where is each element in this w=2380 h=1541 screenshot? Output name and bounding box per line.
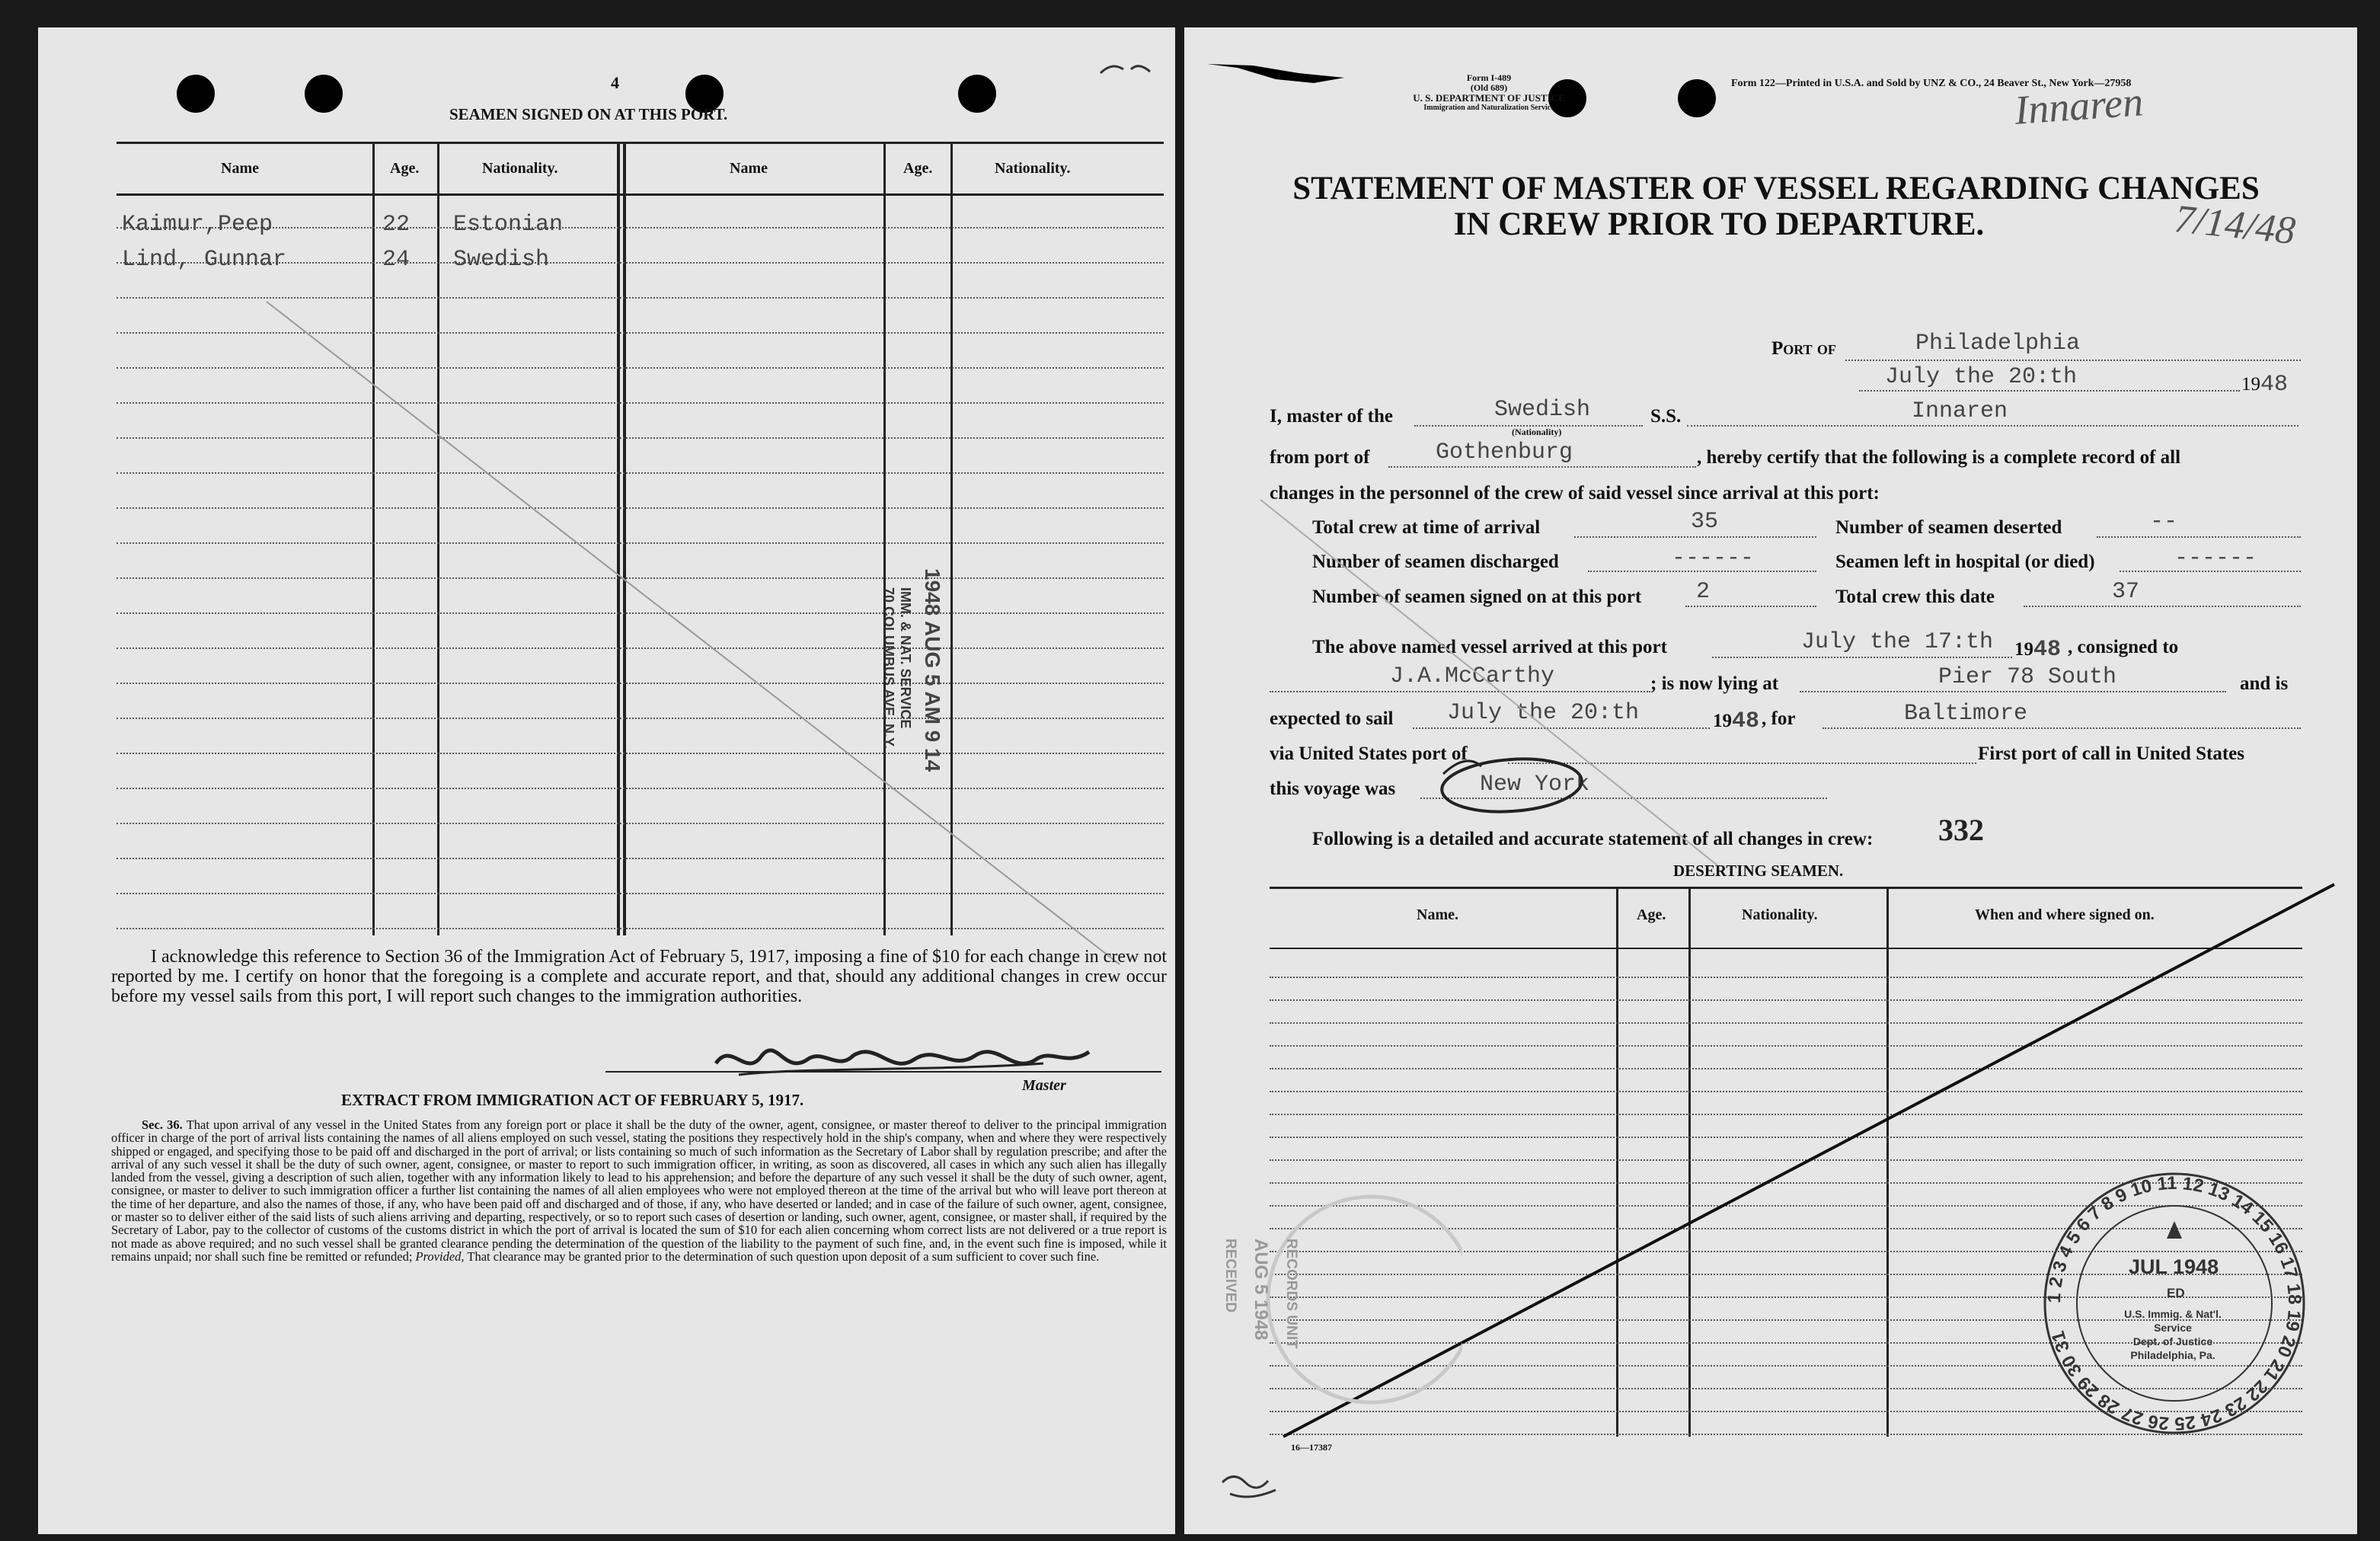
port-stamp-ed: ED xyxy=(2167,1286,2185,1300)
acknowledgment-text: I acknowledge this reference to Section 36 of the Immigration Act of February 5, 1917, imposing a fine of $10 for each change in crew not reported by me. I certify on honor that the foregoing is a complete and accurate report, and that, should any additional changes in crew occur before my vessel sails from this port, I will report such changes to the immigration authorities. xyxy=(111,947,1167,1006)
destination-value: Baltimore xyxy=(1904,701,2028,727)
deserted-value: -- xyxy=(2150,509,2178,535)
lying-value: Pier 78 South xyxy=(1938,664,2117,690)
des-col-age: Age. xyxy=(1637,906,1666,923)
left-page xyxy=(38,27,1175,1534)
page-number: 4 xyxy=(611,73,619,92)
received-stamp-vertical: IMM. & NAT. SERVICE 70 COLUMBUS AVE. N.Y. xyxy=(881,587,913,750)
total-arrival-label: Total crew at time of arrival xyxy=(1312,517,1541,538)
from-port-label: from port of xyxy=(1270,447,1370,468)
des-col-nationality: Nationality. xyxy=(1742,906,1818,923)
first-port-value: New York xyxy=(1480,772,1590,798)
total-date-label: Total crew this date xyxy=(1835,587,1995,607)
row-nationality: Swedish xyxy=(453,247,550,273)
port-stamp-text: U.S. Immig. & Nat'l. Service Dept. of Justice Philadelphia, Pa. xyxy=(2124,1308,2222,1361)
port-of-label: Port of xyxy=(1771,338,1836,359)
row-name: Lind, Gunnar xyxy=(122,247,287,273)
form-header: Form I-489 (Old 689) U. S. DEPARTMENT OF JUSTICE Immigration and Naturalization Service xyxy=(1413,72,1565,112)
col-header-name: Name xyxy=(730,160,768,177)
handwritten-mark xyxy=(1097,58,1158,81)
signed-on-value: 2 xyxy=(1696,579,1711,605)
total-arrival-value: 35 xyxy=(1691,509,1719,535)
signature-line xyxy=(605,1071,1161,1073)
crew-number: 332 xyxy=(1938,813,1984,847)
cancel-line xyxy=(38,27,1175,1534)
port-stamp-circle xyxy=(2037,1166,2311,1440)
following-text: Following is a detailed and accurate statement of all changes in crew: xyxy=(1312,829,1874,849)
changes-text: changes in the personnel of the crew of said vessel since arrival at this port: xyxy=(1270,483,1880,504)
nationality-caption: (Nationality) xyxy=(1512,427,1562,437)
records-stamp: RECORDS UNIT AUG 5 1948 RECEIVED xyxy=(1222,1239,1299,1349)
lying-label: ; is now lying at xyxy=(1650,673,1779,694)
for-label: , for xyxy=(1762,708,1796,729)
ss-label: S.S. xyxy=(1650,406,1682,427)
port-of-value: Philadelphia xyxy=(1915,331,2081,356)
section-title: SEAMEN SIGNED ON AT THIS PORT. xyxy=(449,105,728,123)
nationality-value: Swedish xyxy=(1494,397,1591,423)
col-header-age: Age. xyxy=(903,160,933,177)
master-label: Master xyxy=(1022,1077,1066,1094)
from-port-value: Gothenburg xyxy=(1436,440,1573,465)
arrived-year: 1948 xyxy=(2014,637,2062,663)
date-value: July the 20:th xyxy=(1885,364,2078,390)
row-name: Kaimur,Peep xyxy=(122,212,273,238)
signed-on-label: Number of seamen signed on at this port xyxy=(1312,587,1642,607)
printer-line: Form 122—Printed in U.S.A. and Sold by UNZ & CO., 24 Beaver St., New York—27958 xyxy=(1731,78,2132,89)
sail-label: expected to sail xyxy=(1270,708,1394,729)
extract-title: EXTRACT FROM IMMIGRATION ACT OF FEBRUARY 5, 1917. xyxy=(341,1091,804,1109)
right-page xyxy=(1184,27,2357,1534)
deserted-label: Number of seamen deserted xyxy=(1835,517,2062,538)
first-port-label: First port of call in United States xyxy=(1978,743,2244,764)
row-age: 22 xyxy=(382,212,411,238)
master-of-label: I, master of the xyxy=(1270,406,1393,427)
des-col-signed-on: When and where signed on. xyxy=(1975,906,2155,923)
received-date-stamp: 1948 AUG 5 AM 9 14 xyxy=(921,568,944,772)
arrived-value: July the 17:th xyxy=(1801,629,1994,655)
sail-date-value: July the 20:th xyxy=(1447,700,1640,726)
col-header-nationality: Nationality. xyxy=(995,160,1071,177)
via-label: via United States port of xyxy=(1270,743,1468,764)
port-stamp-month: JUL 1948 xyxy=(2129,1255,2219,1278)
handwritten-ship-name: Innaren xyxy=(2013,78,2145,133)
year-prefix: 1948 xyxy=(2241,372,2289,398)
hospital-value: ------ xyxy=(2174,545,2257,571)
form-title: STATEMENT OF MASTER OF VESSEL REGARDING CHANGES IN CREW PRIOR TO DEPARTURE. xyxy=(1292,171,2260,242)
deserting-title: DESERTING SEAMEN. xyxy=(1673,862,1844,880)
row-nationality: Estonian xyxy=(453,212,564,238)
row-age: 24 xyxy=(382,247,411,273)
arrived-label: The above named vessel arrived at this port xyxy=(1312,637,1667,657)
col-header-name: Name xyxy=(221,160,259,177)
vessel-value: Innaren xyxy=(1912,398,2008,424)
svg-text:1 2 3 4 5 6 7 8 9 10 11 12 13: 1 2 3 4 5 6 7 8 9 10 11 12 13 14 15 16 17 18 19 20 21 22 23 24 25 26 27 28 29 30 31 xyxy=(2043,1172,2305,1434)
col-header-age: Age. xyxy=(390,160,420,177)
hospital-label: Seamen left in hospital (or died) xyxy=(1835,551,2095,572)
master-signature xyxy=(708,1033,1135,1094)
and-is-label: and is xyxy=(2240,673,2289,694)
consignee-value: J.A.McCarthy xyxy=(1390,663,1555,689)
form-footer: 16—17387 xyxy=(1291,1442,1332,1453)
discharged-label: Number of seamen discharged xyxy=(1312,551,1559,572)
col-header-nationality: Nationality. xyxy=(482,160,558,177)
this-voyage-label: this voyage was xyxy=(1270,778,1396,799)
handwritten-date: 7/14/48 xyxy=(2172,197,2298,254)
handwritten-mark xyxy=(1215,1459,1291,1505)
consigned-label: , consigned to xyxy=(2068,637,2179,657)
certify-text: , hereby certify that the following is a complete record of all xyxy=(1697,447,2181,468)
extract-text: Sec. 36. That upon arrival of any vessel in the United States from any foreign port or place it shall be the duty of the owner, agent, consignee, or master thereof to deliver to the principal immigration officer in charge of the port of arrival lists containing the names of all aliens employed on such vessel, stating the positions they respectively hold in the ship's company, when and where they were respectively shipped or engaged, and specifying those to be paid off and discharged in the port of arrival; or lists containing so much of such information as the Secretary of Labor shall by regulation prescribe; and after the arrival of any such vessel it shall be the duty of such owner, agent, consignee, or master to report to such immigration officer, in writing, as soon as discovered, all cases in which any such alien has illegally landed from the vessel, giving a description of such alien, together with any information likely to lead to his apprehension; and before the departure of any such vessel it shall be the duty of such owner, agent, consignee, or master to deliver to such immigration officer a further list containing the names of all alien employees who were not employed thereon at the time of the arrival but who will leave port thereon at the time of her departure, and also the names of those, if any, who have been paid off and discharged and of those, if any, who have deserted or landed; and in case of the failure of such owner, agent, consignee, or master so to deliver either of the said lists of such aliens arriving and departing, respectively, or so to report such cases of desertion or landing, such owner, agent, consignee, or master shall, if required by the Secretary of Labor, pay to the collector of customs of the customs district in which the port of arrival is located the sum of $10 for each alien concerning whom correct lists are not delivered or a true report is not made as above required; and no such vessel shall be granted clearance pending the determination of the question of the liability to the payment of such fine, and, in the event such fine is imposed, while it remains unpaid; nor shall such fine be remitted or refunded; Provided, That clearance may be granted prior to the determination of such question upon deposit of a sum sufficient to cover such fine. xyxy=(111,1117,1167,1264)
total-date-value: 37 xyxy=(2112,579,2140,605)
discharged-value: ------ xyxy=(1672,545,1755,571)
sail-year: 1948 xyxy=(1713,708,1760,734)
des-col-name: Name. xyxy=(1417,906,1458,923)
